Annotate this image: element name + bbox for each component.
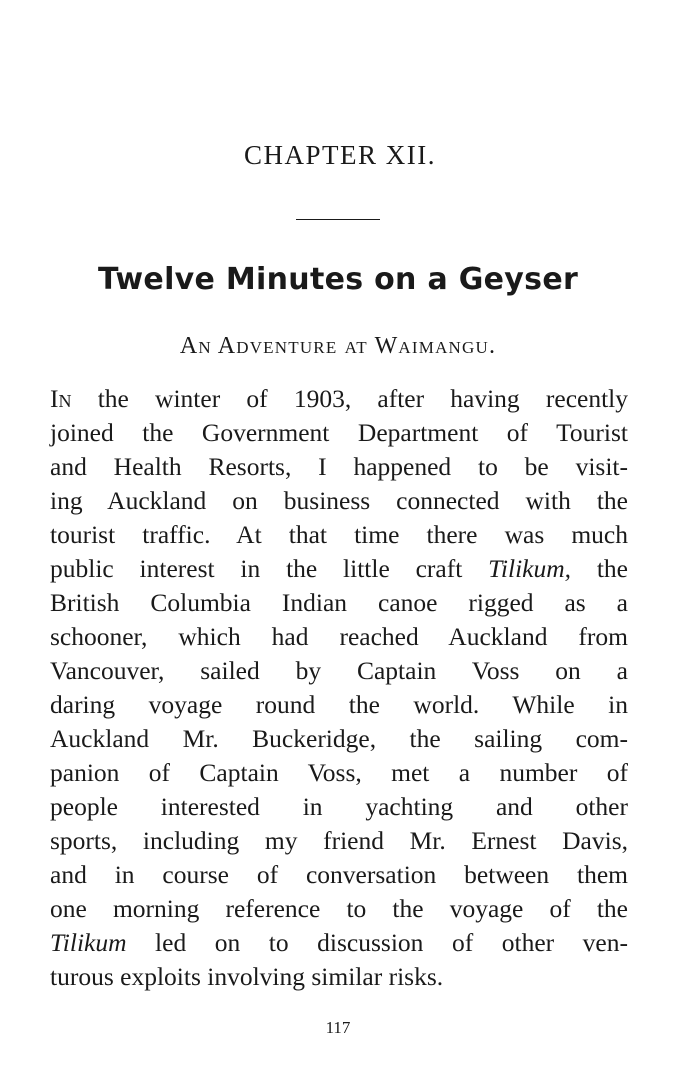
body-paragraph [50,382,628,994]
body-line: sports, including my friend Mr. Ernest Davis, [50,826,628,855]
body-line: ing Auckland on business connected with the [50,486,628,515]
body-line: schooner, which had reached Auckland from [50,622,628,651]
chapter-title: Twelve Minutes on a Geyser [97,262,579,297]
body-line: one morning reference to the voyage of the [50,894,628,923]
body-line: British Columbia Indian canoe rigged as a [50,588,628,617]
body-line: and Health Resorts, I happened to be visit- [50,452,628,481]
page-number: 117 [325,1018,351,1037]
body-line: and in course of conversation between them [50,860,628,889]
body-line: Auckland Mr. Buckeridge, the sailing com- [50,724,628,753]
body-line: turous exploits involving similar risks. [50,962,444,991]
body-line: Tilikum led on to discussion of other ven- [50,928,628,957]
body-line: In the winter of 1903, after having recently [50,384,628,413]
body-line: Vancouver, sailed by Captain Voss on a [50,656,628,685]
ship-name: Tilikum, [488,554,572,583]
body-line: joined the Government Department of Tourist [50,418,628,447]
chapter-subtitle: An Adventure at Waimangu. [179,333,497,359]
body-line: daring voyage round the world. While in [50,690,628,719]
body-line: people interested in yachting and other [50,792,628,821]
heading-rule [296,219,380,220]
body-line: public interest in the little craft Tilikum, the [50,554,629,583]
body-line: tourist traffic. At that time there was much [50,520,628,549]
body-line: panion of Captain Voss, met a number of [50,758,628,787]
ship-name: Tilikum [50,928,127,957]
chapter-heading: CHAPTER XII. [244,140,436,170]
